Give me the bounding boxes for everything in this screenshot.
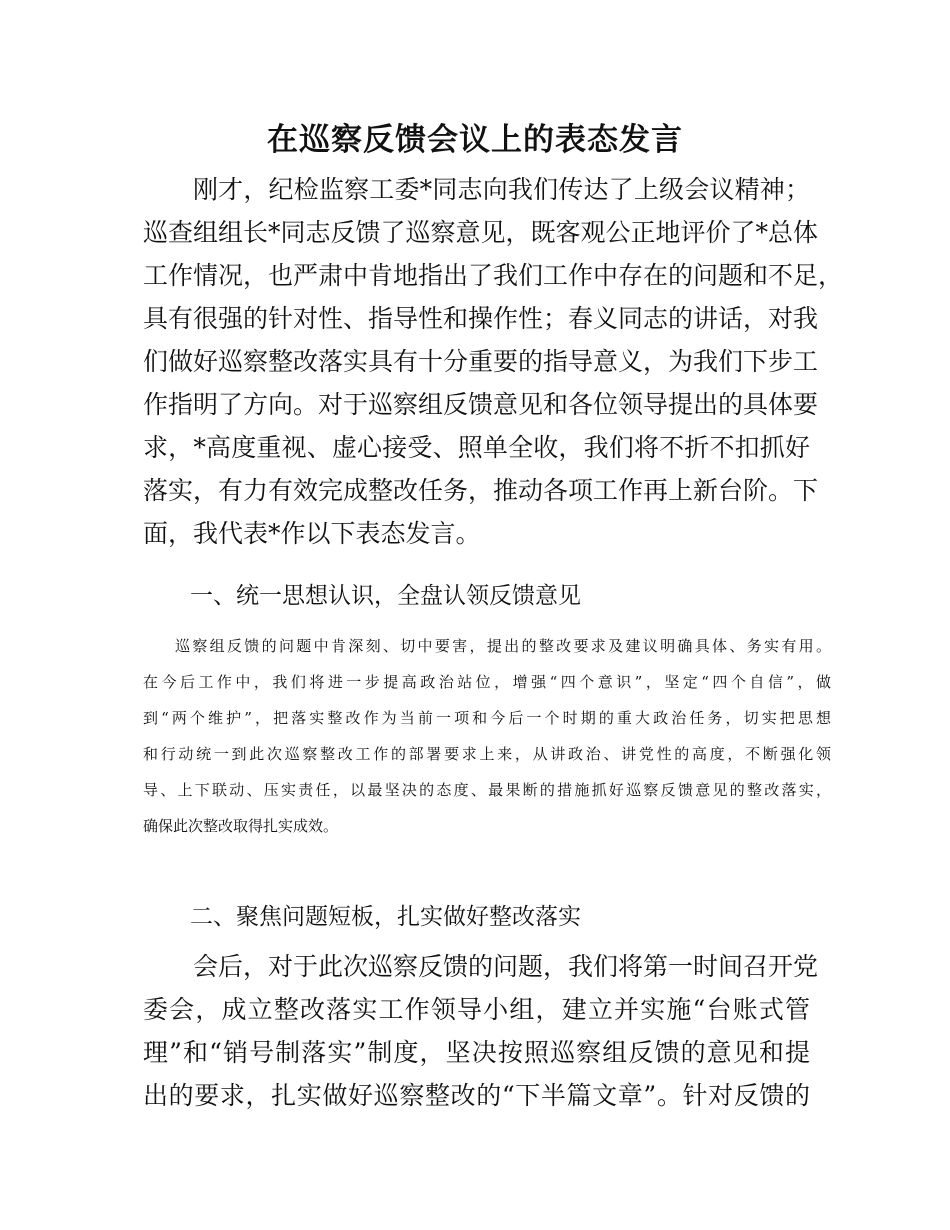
text-line: 们做好巡察整改落实具有十分重要的指导意义，为我们下步工 bbox=[143, 347, 819, 376]
text-line: 落实，有力有效完成整改任务，推动各项工作再上新台阶。下 bbox=[143, 476, 819, 505]
text-line: 在今后工作中，我们将进一步提高政治站位，增强“四个意识”，坚定“四个自信”，做 bbox=[143, 673, 831, 691]
text-line: 委会，成立整改落实工作领导小组，建立并实施“台账式管 bbox=[143, 995, 810, 1024]
paragraph-section-1 bbox=[143, 628, 831, 844]
text-line: 面，我代表*作以下表态发言。 bbox=[143, 519, 481, 548]
text-line: 和行动统一到此次巡察整改工作的部署要求上来，从讲政治、讲党性的高度，不断强化领 bbox=[143, 745, 831, 763]
text-line: 到“两个维护”，把落实整改作为当前一项和今后一个时期的重大政治任务，切实把思想 bbox=[143, 709, 831, 727]
text-line: 确保此次整改取得扎实成效。 bbox=[143, 817, 339, 835]
document-title: 在巡察反馈会议上的表态发言 bbox=[267, 122, 683, 158]
text-line: 刚才，纪检监察工委*同志向我们传达了上级会议精神； bbox=[193, 175, 810, 204]
text-line: 巡查组组长*同志反馈了巡察意见，既客观公正地评价了*总体 bbox=[143, 218, 819, 247]
text-line: 求，*高度重视、虚心接受、照单全收，我们将不折不扣抓好 bbox=[143, 433, 810, 462]
text-line: 理”和“销号制落实”制度，坚决按照巡察组反馈的意见和提 bbox=[143, 1038, 810, 1067]
text-line: 导、上下联动、压实责任，以最坚决的态度、最果断的措施抓好巡察反馈意见的整改落实， bbox=[143, 781, 831, 799]
text-line: 具有很强的针对性、指导性和操作性；春义同志的讲话，对我 bbox=[143, 304, 819, 333]
text-line: 会后，对于此次巡察反馈的问题，我们将第一时间召开党 bbox=[193, 952, 819, 981]
section-heading-1: 一、统一思想认识，全盘认领反馈意见 bbox=[190, 583, 581, 609]
text-line: 巡察组反馈的问题中肯深刻、切中要害，提出的整改要求及建议明确具体、务实有用。 bbox=[175, 637, 831, 655]
section-heading-2: 二、聚焦问题短板，扎实做好整改落实 bbox=[190, 904, 581, 930]
text-line: 作指明了方向。对于巡察组反馈意见和各位领导提出的具体要 bbox=[143, 390, 819, 419]
paragraph-intro bbox=[143, 168, 844, 555]
text-line: 出的要求，扎实做好巡察整改的“下半篇文章”。针对反馈的 bbox=[143, 1081, 810, 1110]
paragraph-section-2 bbox=[143, 945, 819, 1117]
text-line: 工作情况，也严肃中肯地指出了我们工作中存在的问题和不足， bbox=[143, 261, 844, 290]
